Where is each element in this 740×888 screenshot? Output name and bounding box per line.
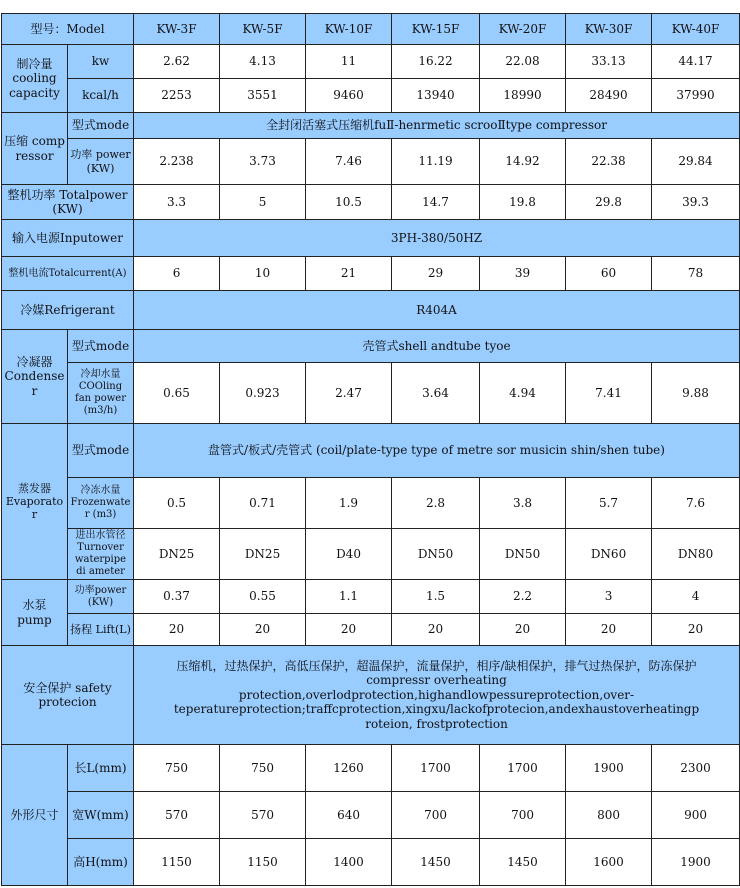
value-cell: 39.3 bbox=[652, 185, 740, 220]
evaporator-pipe-label: 进出水管径 Turnover waterpipe di ameter bbox=[68, 529, 134, 580]
compressor-type-row bbox=[2, 113, 740, 139]
value-cell: 3.64 bbox=[392, 363, 480, 424]
value-cell: 570 bbox=[220, 792, 306, 839]
value-cell: 1.1 bbox=[306, 580, 392, 614]
total-current-row bbox=[2, 257, 740, 291]
value-cell: 900 bbox=[652, 792, 740, 839]
total-power-label: 整机功率 Totalpower (KW) bbox=[2, 185, 134, 220]
value-cell: 750 bbox=[220, 745, 306, 792]
value-cell: 6 bbox=[134, 257, 220, 291]
model-cell: KW-20F bbox=[480, 14, 566, 45]
pump-power-row bbox=[2, 580, 740, 614]
value-cell: 1600 bbox=[566, 839, 652, 886]
refrigerant-value: R404A bbox=[134, 291, 740, 330]
value-cell: 19.8 bbox=[480, 185, 566, 220]
model-label: 型号：Model bbox=[2, 14, 134, 45]
compressor-type-label: 型式mode bbox=[68, 113, 134, 139]
total-power-row bbox=[2, 185, 740, 220]
model-cell: KW-30F bbox=[566, 14, 652, 45]
value-cell: 9.88 bbox=[652, 363, 740, 424]
pump-label: 水泵 pump bbox=[2, 580, 68, 646]
input-power-row bbox=[2, 220, 740, 257]
pump-lift-label: 扬程 Lift(L) bbox=[68, 614, 134, 646]
compressor-power-label: 功率 power (KW) bbox=[68, 139, 134, 185]
value-cell: 1450 bbox=[480, 839, 566, 886]
value-cell: D40 bbox=[306, 529, 392, 580]
value-cell: 0.55 bbox=[220, 580, 306, 614]
value-cell: 4.13 bbox=[220, 45, 306, 79]
evaporator-type-label: 型式mode bbox=[68, 424, 134, 478]
evaporator-pipe-row bbox=[2, 529, 740, 580]
width-label: 宽W(mm) bbox=[68, 792, 134, 839]
model-cell: KW-5F bbox=[220, 14, 306, 45]
value-cell: 3.8 bbox=[480, 478, 566, 529]
value-cell: 0.5 bbox=[134, 478, 220, 529]
input-power-label: 输入电源Inputower bbox=[2, 220, 134, 257]
value-cell: 20 bbox=[480, 614, 566, 646]
value-cell: 20 bbox=[134, 614, 220, 646]
value-cell: 21 bbox=[306, 257, 392, 291]
value-cell: 0.923 bbox=[220, 363, 306, 424]
refrigerant-label: 冷媒Refrigerant bbox=[2, 291, 134, 330]
value-cell: 3.73 bbox=[220, 139, 306, 185]
height-label: 高H(mm) bbox=[68, 839, 134, 886]
evaporator-type-row bbox=[2, 424, 740, 478]
value-cell: 2.2 bbox=[480, 580, 566, 614]
evaporator-label: 蒸发器 Evaporator bbox=[2, 424, 68, 580]
value-cell: 20 bbox=[220, 614, 306, 646]
value-cell: 18990 bbox=[480, 79, 566, 113]
value-cell: 750 bbox=[134, 745, 220, 792]
value-cell: DN50 bbox=[392, 529, 480, 580]
value-cell: 14.92 bbox=[480, 139, 566, 185]
spec-table bbox=[1, 13, 740, 886]
value-cell: 14.7 bbox=[392, 185, 480, 220]
condenser-type-label: 型式mode bbox=[68, 330, 134, 363]
value-cell: 1150 bbox=[134, 839, 220, 886]
value-cell: 29.84 bbox=[652, 139, 740, 185]
safety-line: teperatureprotection;traffcprotection,xingxu/lackofprotecion,andexhaustoverheatingp bbox=[173, 702, 700, 717]
cooling-capacity-label: 制冷量 cooling capacity bbox=[2, 45, 68, 113]
compressor-label: 压缩 comp ressor bbox=[2, 113, 68, 185]
condenser-type-value: 壳管式shell andtube tyoe bbox=[134, 330, 740, 363]
refrigerant-row bbox=[2, 291, 740, 330]
value-cell: DN60 bbox=[566, 529, 652, 580]
value-cell: 10.5 bbox=[306, 185, 392, 220]
evaporator-type-value: 盘管式/板式/壳管式 (coil/plate-type type of metre sor musicin shin/shen tube) bbox=[134, 424, 740, 478]
value-cell: DN25 bbox=[220, 529, 306, 580]
value-cell: 1260 bbox=[306, 745, 392, 792]
value-cell: 3 bbox=[566, 580, 652, 614]
value-cell: 800 bbox=[566, 792, 652, 839]
value-cell: 7.46 bbox=[306, 139, 392, 185]
condenser-fan-label: 冷却水量 COOling fan power (m3/h) bbox=[68, 363, 134, 424]
value-cell: 5 bbox=[220, 185, 306, 220]
value-cell: 1900 bbox=[652, 839, 740, 886]
value-cell: 3.3 bbox=[134, 185, 220, 220]
value-cell: 60 bbox=[566, 257, 652, 291]
height-row bbox=[2, 839, 740, 886]
value-cell: 37990 bbox=[652, 79, 740, 113]
value-cell: 2253 bbox=[134, 79, 220, 113]
value-cell: 78 bbox=[652, 257, 740, 291]
value-cell: 1150 bbox=[220, 839, 306, 886]
value-cell: 9460 bbox=[306, 79, 392, 113]
dimensions-label: 外形尺寸 bbox=[2, 745, 68, 886]
value-cell: 1900 bbox=[566, 745, 652, 792]
length-label: 长L(mm) bbox=[68, 745, 134, 792]
total-current-label: 整机电流Totalcurrent(A) bbox=[2, 257, 134, 291]
value-cell: 570 bbox=[134, 792, 220, 839]
value-cell: 0.65 bbox=[134, 363, 220, 424]
value-cell: 33.13 bbox=[566, 45, 652, 79]
value-cell: 1700 bbox=[480, 745, 566, 792]
value-cell: 700 bbox=[392, 792, 480, 839]
value-cell: 7.41 bbox=[566, 363, 652, 424]
value-cell: 22.08 bbox=[480, 45, 566, 79]
value-cell: 2.47 bbox=[306, 363, 392, 424]
model-row bbox=[2, 14, 740, 45]
value-cell: 10 bbox=[220, 257, 306, 291]
value-cell: 20 bbox=[566, 614, 652, 646]
condenser-fan-row bbox=[2, 363, 740, 424]
safety-value bbox=[134, 646, 740, 745]
value-cell: 11 bbox=[306, 45, 392, 79]
value-cell: 44.17 bbox=[652, 45, 740, 79]
pump-power-label: 功率power (KW) bbox=[68, 580, 134, 614]
cooling-kw-row bbox=[2, 45, 740, 79]
value-cell: 29.8 bbox=[566, 185, 652, 220]
value-cell: 1.5 bbox=[392, 580, 480, 614]
model-cell: KW-3F bbox=[134, 14, 220, 45]
value-cell: 20 bbox=[306, 614, 392, 646]
value-cell: 5.7 bbox=[566, 478, 652, 529]
width-row bbox=[2, 792, 740, 839]
value-cell: 1450 bbox=[392, 839, 480, 886]
value-cell: 2.62 bbox=[134, 45, 220, 79]
value-cell: 3551 bbox=[220, 79, 306, 113]
value-cell: 2.8 bbox=[392, 478, 480, 529]
compressor-type-value: 全封闭活塞式压缩机fuⅡ-henrmetic scrooⅡtype compressor bbox=[134, 113, 740, 139]
safety-line: protection,overlodprotection,highandlowpessureprotection,over- bbox=[238, 687, 635, 702]
compressor-power-row bbox=[2, 139, 740, 185]
value-cell: 4 bbox=[652, 580, 740, 614]
cooling-kcal-row bbox=[2, 79, 740, 113]
value-cell: 28490 bbox=[566, 79, 652, 113]
safety-line: roteion, frostprotection bbox=[365, 716, 508, 731]
model-cell: KW-10F bbox=[306, 14, 392, 45]
value-cell: 700 bbox=[480, 792, 566, 839]
safety-label: 安全保护 safety protecion bbox=[2, 646, 134, 745]
value-cell: 20 bbox=[392, 614, 480, 646]
value-cell: 16.22 bbox=[392, 45, 480, 79]
value-cell: 13940 bbox=[392, 79, 480, 113]
value-cell: DN80 bbox=[652, 529, 740, 580]
value-cell: 1400 bbox=[306, 839, 392, 886]
evaporator-water-row bbox=[2, 478, 740, 529]
value-cell: DN25 bbox=[134, 529, 220, 580]
unit-label-kcalh: kcal/h bbox=[68, 79, 134, 113]
value-cell: 7.6 bbox=[652, 478, 740, 529]
value-cell: 22.38 bbox=[566, 139, 652, 185]
value-cell: 20 bbox=[652, 614, 740, 646]
value-cell: 39 bbox=[480, 257, 566, 291]
value-cell: 11.19 bbox=[392, 139, 480, 185]
input-power-value: 3PH-380/50HZ bbox=[134, 220, 740, 257]
value-cell: DN50 bbox=[480, 529, 566, 580]
length-row bbox=[2, 745, 740, 792]
pump-lift-row bbox=[2, 614, 740, 646]
condenser-type-row bbox=[2, 330, 740, 363]
value-cell: 0.71 bbox=[220, 478, 306, 529]
safety-line: 压缩机，过热保护，高低压保护，超温保护，流量保护，相序/缺相保护，排气过热保护，防冻保护 bbox=[176, 659, 697, 674]
value-cell: 2300 bbox=[652, 745, 740, 792]
value-cell: 4.94 bbox=[480, 363, 566, 424]
safety-line: compressr overheating bbox=[366, 673, 507, 688]
condenser-label: 冷凝器 Condenser bbox=[2, 330, 68, 424]
value-cell: 1.9 bbox=[306, 478, 392, 529]
value-cell: 29 bbox=[392, 257, 480, 291]
value-cell: 2.238 bbox=[134, 139, 220, 185]
value-cell: 1700 bbox=[392, 745, 480, 792]
model-cell: KW-15F bbox=[392, 14, 480, 45]
safety-row bbox=[2, 646, 740, 745]
unit-label-kw: kw bbox=[68, 45, 134, 79]
model-cell: KW-40F bbox=[652, 14, 740, 45]
evaporator-water-label: 冷冻水量 Frozenwater (m3) bbox=[68, 478, 134, 529]
value-cell: 0.37 bbox=[134, 580, 220, 614]
value-cell: 640 bbox=[306, 792, 392, 839]
